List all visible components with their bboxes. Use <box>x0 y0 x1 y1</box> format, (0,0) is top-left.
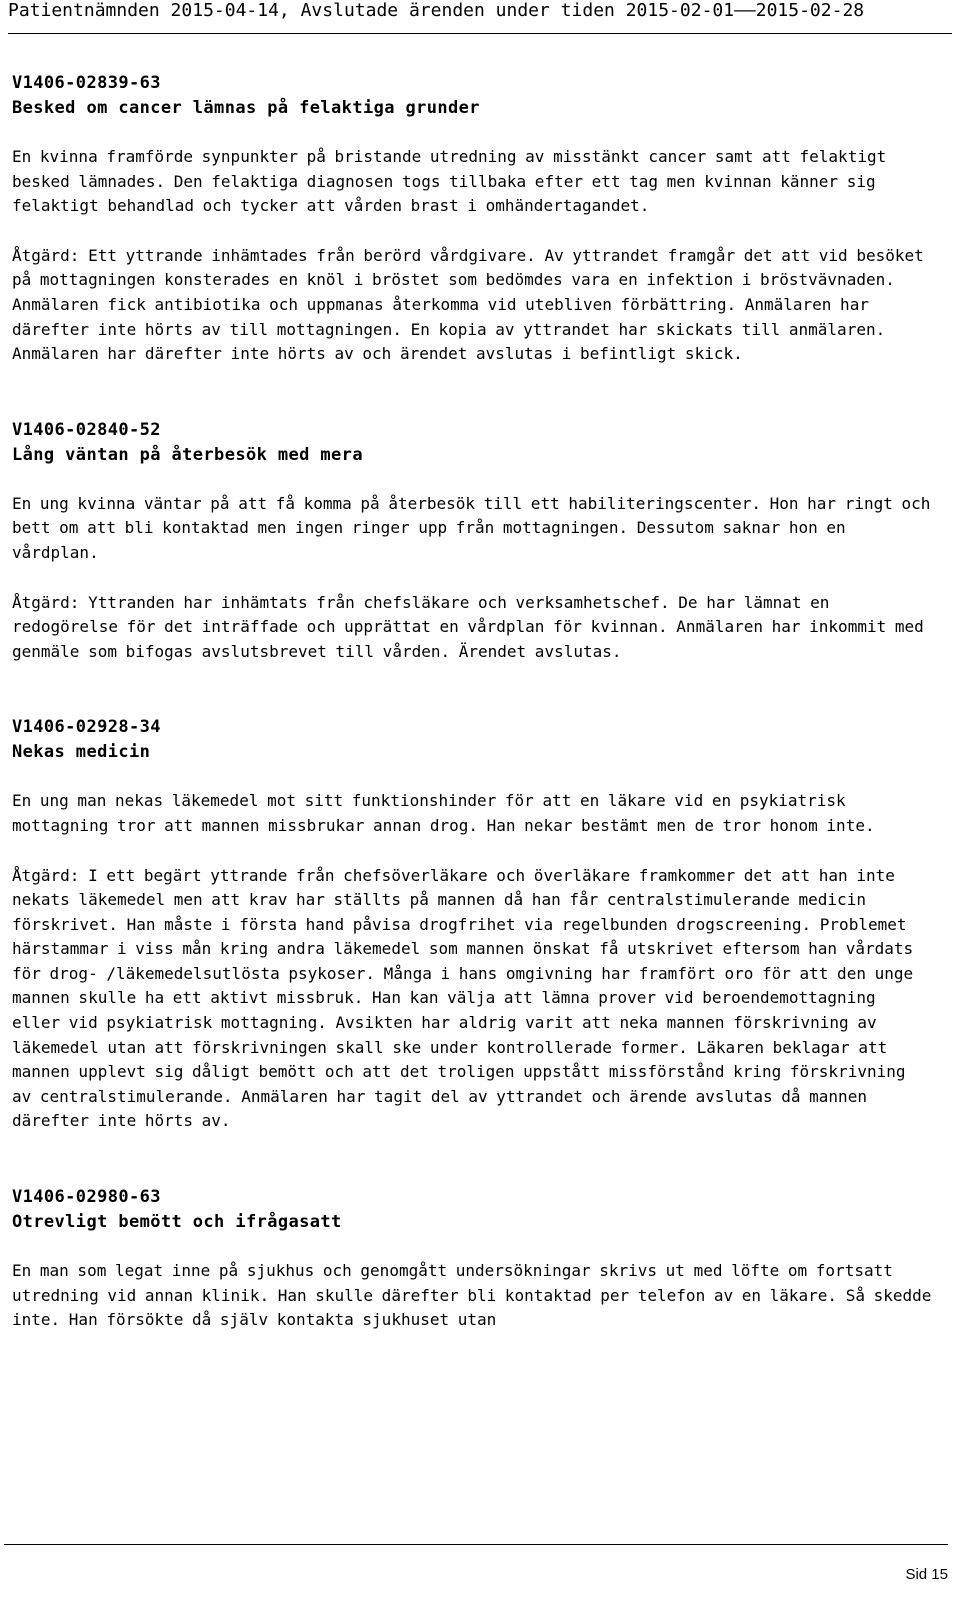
case-title: Besked om cancer lämnas på felaktiga grunder <box>12 98 480 118</box>
case-entry <box>12 715 932 1134</box>
case-id: V1406-02839-63 <box>12 73 161 93</box>
case-entry <box>12 71 932 367</box>
page-header <box>8 0 952 34</box>
case-action: Åtgärd: Yttranden har inhämtats från chefsläkare och verksamhetschef. De har lämnat en redogörelse för det inträffade och upprättat en vårdplan för kvinnan. Anmälaren har inkommit med genmäle som bifogas avslutsbrevet till vården. Ärendet avslutas. <box>12 592 924 661</box>
case-description: En ung man nekas läkemedel mot sitt funktionshinder för att en läkare vid en psykiatrisk mottagning tror att mannen missbrukar annan drog. Han nekar bestämt men de tror honom inte. <box>12 791 875 835</box>
case-action: Åtgärd: I ett begärt yttrande från chefsöverläkare och överläkare framkommer det att han inte nekats läkemedel men att krav har ställts på mannen då han får centralstimulerande medicin förskrivet. Han måste i första hand påvisa drogfrihet via regelbunden drogscreening. Problemet härstammar i viss mån kring andra läkemedel som mannen önskat få utskrivet eftersom han vårdats för drog- /läkemedelsutlösta psykoser. Många i hans omgivning har framfört oro för att den unge mannen skulle ha ett aktivt missbruk. Han kan välja att lämna prover vid beroendemottagning eller vid psykiatrisk mottagning. Avsikten har aldrig varit att neka mannen förskrivning av läkemedel utan att förskrivningen skall ske under kontrollerade former. Läkaren beklagar att mannen upplevt sig dåligt bemött och att det troligen uppstått missförstånd kring förskrivning av centralstimulerande. Anmälaren har tagit del av yttrandet och ärende avslutas då mannen därefter inte hörts av. <box>12 865 914 1131</box>
case-divider-space <box>12 1134 932 1185</box>
header-title: Patientnämnden 2015-04-14, Avslutade ärenden under tiden 2015-02-01——2015-02-28 <box>8 0 865 21</box>
case-entry <box>12 1185 932 1333</box>
case-description: En ung kvinna väntar på att få komma på återbesök till ett habiliteringscenter. Hon har ringt och bett om att bli kontaktad men ingen ringer upp från mottagningen. Dessutom saknar hon en vårdplan. <box>12 493 931 562</box>
case-id: V1406-02928-34 <box>12 717 161 738</box>
case-divider-space <box>12 367 932 418</box>
case-entry <box>12 418 932 665</box>
page-number: Sid 15 <box>905 1566 948 1583</box>
case-divider-space <box>12 664 932 715</box>
page-footer <box>4 1544 948 1587</box>
case-id: V1406-02980-63 <box>12 1187 161 1208</box>
case-description: En man som legat inne på sjukhus och genomgått undersökningar skrivs ut med löfte om fortsatt utredning vid annan klinik. Han skulle därefter bli kontaktad per telefon av en läkare. Så skedde inte. Han försökte då själv kontakta sjukhuset utan <box>12 1261 932 1330</box>
case-title: Otrevligt bemött och ifrågasatt <box>12 1212 342 1233</box>
document-body <box>12 71 932 1333</box>
case-description: En kvinna framförde synpunkter på bristande utredning av misstänkt cancer samt att felaktigt besked lämnades. Den felaktiga diagnosen togs tillbaka efter ett tag men kvinnan känner sig felaktigt behandlad och tycker att vården brast i omhändertagandet. <box>12 147 887 216</box>
case-action: Åtgärd: Ett yttrande inhämtades från berörd vårdgivare. Av yttrandet framgår det att vid besöket på mottagningen konsterades en knöl i bröstet som bedömdes vara en infektion i bröstvävnaden. Anmälaren fick antibiotika och uppmanas återkomma vid utebliven förbättring. Anmälaren har därefter inte hörts av till mottagningen. En kopia av yttrandet har skickats till anmälaren. Anmälaren har därefter inte hörts av och ärendet avslutas i befintligt skick. <box>12 245 924 364</box>
case-title: Nekas medicin <box>12 742 151 763</box>
case-title: Lång väntan på återbesök med mera <box>12 444 363 465</box>
case-id: V1406-02840-52 <box>12 419 161 440</box>
